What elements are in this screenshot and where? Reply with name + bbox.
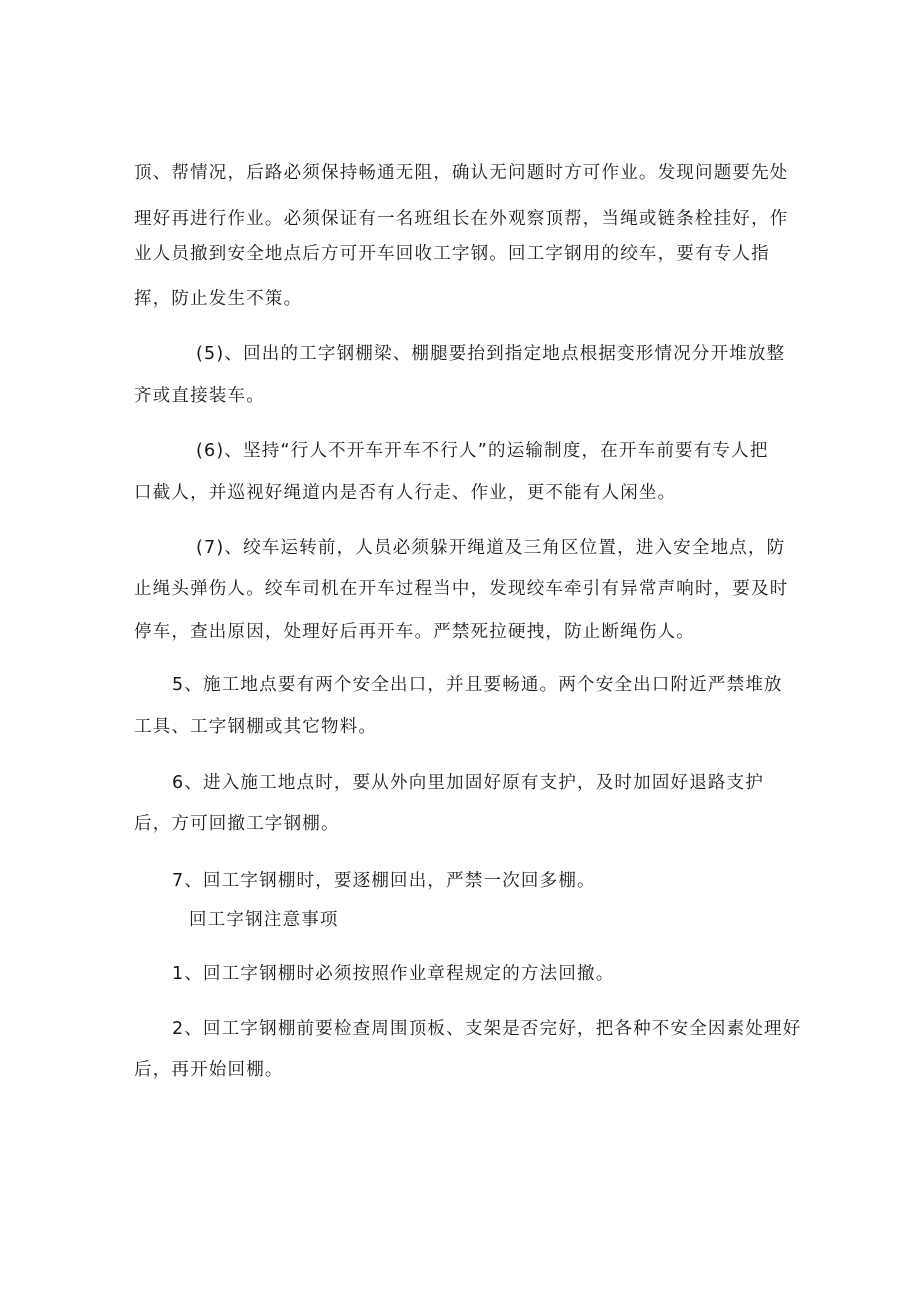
paragraph-6-line-2: 后，方可回撤工字钢棚。 <box>134 814 340 834</box>
section-heading: 回工字钢注意事项 <box>189 910 339 930</box>
paragraph-9-line-2: 后，再开始回棚。 <box>134 1060 284 1080</box>
paragraph-1-line-2: 理好再进行作业。必须保证有一名班组长在外观察顶帮，当绳或链条栓挂好，作 <box>134 209 789 229</box>
paragraph-5-line-1: 5、施工地点要有两个安全出口，并且要畅通。两个安全出口附近严禁堆放 <box>172 675 783 695</box>
paragraph-8-line-1: 1、回工字钢棚时必须按照作业章程规定的方法回撤。 <box>172 964 615 984</box>
paragraph-2-line-2: 齐或直接装车。 <box>134 386 265 406</box>
paragraph-1-line-1: 顶、帮情况，后路必须保持畅通无阻，确认无问题时方可作业。发现问题要先处 <box>134 163 789 183</box>
paragraph-5-line-2: 工具、工字钢棚或其它物料。 <box>134 717 378 737</box>
paragraph-3-line-2: 口截人，并巡视好绳道内是否有人行走、作业，更不能有人闲坐。 <box>134 483 677 503</box>
paragraph-1-line-4: 挥，防止发生不策。 <box>134 289 303 309</box>
paragraph-3-line-1: (6)、坚持“行人不开车开车不行人”的运输制度，在开车前要有专人把 <box>196 441 769 461</box>
paragraph-4-line-2: 止绳头弹伤人。绞车司机在开车过程当中，发现绞车牵引有异常声响时，要及时 <box>134 579 789 599</box>
paragraph-4-line-3: 停车，查出原因，处理好后再开车。严禁死拉硬拽，防止断绳伤人。 <box>134 622 695 642</box>
paragraph-2-line-1: (5)、回出的工字钢棚梁、棚腿要抬到指定地点根据变形情况分开堆放整 <box>196 344 786 364</box>
paragraph-9-line-1: 2、回工字钢棚前要检查周围顶板、支架是否完好，把各种不安全因素处理好 <box>172 1019 802 1039</box>
paragraph-4-line-1: (7)、绞车运转前，人员必须躲开绳道及三角区位置，进入安全地点，防 <box>196 538 786 558</box>
paragraph-7-line-1: 7、回工字钢棚时，要逐棚回出，严禁一次回多棚。 <box>172 871 596 891</box>
paragraph-6-line-1: 6、进入施工地点时，要从外向里加固好原有支护，及时加固好退路支护 <box>172 773 765 793</box>
paragraph-1-line-3: 业人员撤到安全地点后方可开车回收工字钢。回工字钢用的绞车，要有专人指 <box>134 244 770 264</box>
